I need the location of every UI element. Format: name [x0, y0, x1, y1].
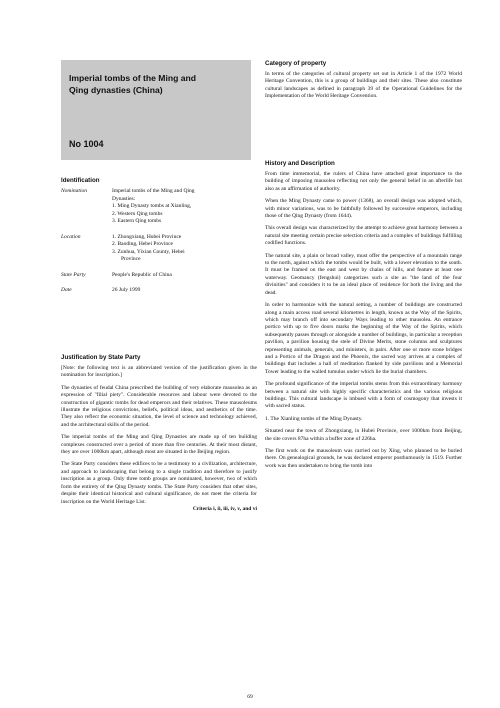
justification-section	[61, 354, 257, 512]
identification-table	[61, 188, 257, 295]
nomination-line: Imperial tombs of the Ming and Qing	[112, 188, 195, 194]
identification-heading: Identification	[61, 177, 100, 184]
property-title-line2: Qing dynasties (China)	[69, 85, 163, 95]
property-number: No 1004	[69, 139, 104, 149]
criteria-line: Criteria i, ii, iii, iv, v, and vi	[192, 505, 257, 512]
nomination-line: 3. Eastern Qing tombs	[112, 218, 162, 224]
identification-section	[61, 177, 257, 295]
page-number: 69	[247, 694, 253, 700]
state-party-label: State Party	[61, 271, 86, 278]
history-paragraph: The first work on the mausoleum was carried out by Xing, who planned to be buried there. On genealogical grounds, he was declared emperor posthumously in 1519. Further work was then undertaken to bring the tomb into	[265, 448, 462, 469]
history-paragraph: When the Ming Dynasty came to power (1368), an overall design was adopted which, with minor variations, was to be faithfully followed by successive emperors, including those of the Qing Dynasty (from 1644).	[265, 198, 462, 220]
history-paragraph: The natural site, a plain or broad valley, must offer the perspective of a mountain range to the north, against which the tombs would be built, with a lower elevation to the south. It must be framed on the east and west by chains of hills, and feature at least one waterway. Geomancy (fengshui) categorizes such a site as "the land of the four divinities" and considers it to be an ideal place of residence for both the living and the dead.	[265, 252, 462, 296]
date-label: Date	[61, 287, 72, 293]
history-section	[265, 160, 462, 475]
justification-note: [Note: the following text is an abbreviated version of the justification given in the nomination for inscription.]	[61, 365, 257, 379]
property-title-line1: Imperial tombs of the Ming and	[69, 73, 197, 83]
category-heading: Category of property	[265, 60, 327, 67]
right-column	[265, 60, 462, 469]
date-value: 26 July 1999	[112, 287, 141, 293]
history-paragraph: Situated near the town of Zhongxiang, in Hubei Province, over 1000km from Beijing, the site covers 87ha within a buffer zone of 226ha.	[265, 428, 462, 442]
title-box	[61, 60, 251, 160]
justification-paragraph: The dynasties of feudal China prescribed the building of very elaborate mausolea as an expression of "filial piety". Considerable resources and labour were devoted to the construction of gigantic tombs for dead emperors and their relatives. These mausoleums illustrate the religious convictions, beliefs, political ideas, and aesthetics of the time. They also reflect the economic situation, the level of science and technology achieved, and the architectural skills of the period.	[61, 384, 257, 428]
nomination-line: 1. Ming Dynasty tombs at Xianling,	[112, 203, 192, 209]
category-text: In terms of the categories of cultural property set out in Article 1 of the 1972 World Heritage Convention, this is a group of buildings and their sites. These also constitute cultural landscapes as defined in paragraph 39 of the Operational Guidelines for the Implementation of the World Heritage Convention.	[265, 71, 462, 100]
history-paragraph: In order to harmonize with the natural setting, a number of buildings are constructed along a main access road several kilometres in length, known as the Way of the Spirits, which may branch off into secondary Ways leading to other mausolea. An entrance portico with up to five doors marks the beginning of the Way of the Spirits, which subsequently passes through or alongside a number of buildings, in particular a reception pavilion, a pavilion housing the stele of Divine Merits, stone columns and sculptures representing animals, generals, and ministers, in pairs. After one or more stone bridges and a Portico of the Dragon and the Phoenix, the sacred way arrives at a complex of buildings that includes a hall of meditation flanked by side pavilions and a Memorial Tower leading to the walled tumulus under which lie the burial chambers.	[265, 302, 462, 375]
location-label: Location	[61, 233, 81, 240]
location-line: 1. Zhongxiang, Hubei Province	[112, 233, 182, 240]
left-column	[61, 60, 257, 512]
nomination-line: Dynasties:	[112, 195, 136, 202]
numbered-subheading: 1. The Xianling tombs of the Ming Dynasty.	[265, 415, 363, 422]
history-paragraph: From time immemorial, the rulers of China have attached great importance to the building of imposing mausolea reflecting not only the general belief in an afterlife but also as an affirmation of authority.	[265, 171, 462, 192]
history-paragraph: The profound significance of the imperial tombs stems from this extraordinary harmony between a natural site with highly specific characteristics and the various religious buildings. This cultural landscape is imbued with a form of cosmogony that invests it with sacred status.	[265, 381, 462, 410]
category-section	[265, 60, 462, 101]
state-party-value: People's Republic of China	[112, 271, 172, 278]
nomination-line: 2. Western Qing tombs	[112, 210, 163, 217]
location-line: 3. Zunhua, Yixian County, Hebei	[112, 248, 185, 255]
history-heading: History and Description	[265, 160, 335, 167]
location-line: 2. Baoding, Hebei Province	[112, 241, 173, 247]
justification-paragraph: The imperial tombs of the Ming and Qing Dynasties are made up of ten building complexes constructed over a period of more than five centuries. At their most distant, they are over 1000km apart, although most are situated in the Beijing region.	[61, 434, 257, 456]
justification-heading: Justification by State Party	[61, 354, 141, 361]
justification-paragraph: The State Party considers these edifices to be a testimony to a civilization, architecture, and approach to landscaping that belong to a single tradition and therefore to justify inscription as a group. Only three tomb groups are nominated, however, two of which form the entirety of the Qing Dynasty tombs. The State Party considers that other sites, despite their identical historical and cultural significance, do not meet the criteria for inscription on the World Heritage List.	[61, 461, 257, 505]
history-paragraph: This overall design was characterized by the attempt to achieve great harmony between a natural site meeting certain precise selection criteria and a complex of buildings fulfilling codified functions.	[265, 225, 462, 247]
location-value	[112, 234, 252, 264]
location-line: Province	[121, 256, 141, 262]
nomination-label: Nomination	[61, 188, 87, 194]
nomination-value	[112, 188, 252, 226]
